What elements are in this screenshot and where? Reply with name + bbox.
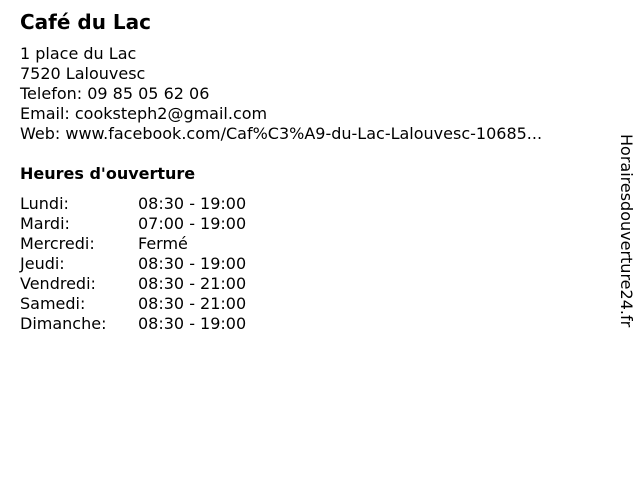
day-hours: 08:30 - 19:00	[138, 194, 247, 213]
day-label: Dimanche:	[20, 314, 107, 333]
day-hours: 08:30 - 19:00	[138, 314, 247, 333]
day-label: Vendredi:	[20, 274, 96, 293]
day-hours: 08:30 - 21:00	[138, 294, 247, 313]
day-label: Mardi:	[20, 214, 70, 233]
website-url: Web: www.facebook.com/Caf%C3%A9-du-Lac-Lalouvesc-10685...	[20, 124, 543, 143]
day-label: Mercredi:	[20, 234, 95, 253]
day-hours: 08:30 - 19:00	[138, 254, 247, 273]
day-hours: Fermé	[138, 234, 188, 253]
city-postcode: 7520 Lalouvesc	[20, 64, 146, 83]
street-address: 1 place du Lac	[20, 44, 137, 63]
day-label: Lundi:	[20, 194, 69, 213]
day-label: Samedi:	[20, 294, 86, 313]
day-hours: 07:00 - 19:00	[138, 214, 247, 233]
site-brand-vertical: Horairesdouverture24.fr	[617, 134, 636, 328]
contact-details	[20, 44, 542, 144]
day-hours: 08:30 - 21:00	[138, 274, 247, 293]
opening-hours-heading: Heures d'ouverture	[20, 164, 196, 183]
day-label: Jeudi:	[20, 254, 65, 273]
email-address: Email: cooksteph2@gmail.com	[20, 104, 268, 123]
business-name: Café du Lac	[20, 10, 152, 34]
phone-number: Telefon: 09 85 05 62 06	[20, 84, 210, 103]
